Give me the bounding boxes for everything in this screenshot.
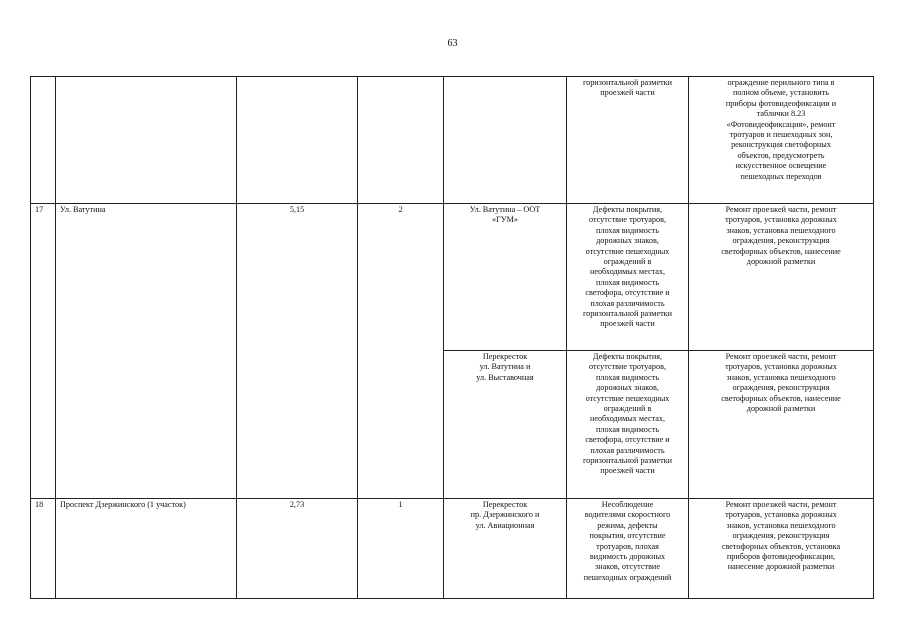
location-cell: Перекресток ул. Ватутина и ул. Выставочная xyxy=(444,351,567,499)
accident-count: 2 xyxy=(358,204,444,499)
length-km: 2,73 xyxy=(237,499,358,599)
measures-cell: Ремонт проезжей части, ремонт тротуаров, установка дорожных знаков, установка пешеходного ограждения, реконструкция светофорных объектов, нанесение дорожной разметки xyxy=(689,204,874,351)
length-km xyxy=(237,77,358,204)
defects-cell: Дефекты покрытия, отсутствие тротуаров, плохая видимость дорожных знаков, отсутствие пешеходных ограждений в необходимых местах, плохая видимость светофора, отсутствие и плохая различимость горизонтальной разметки проезжей части xyxy=(567,351,689,499)
road-safety-table xyxy=(30,76,874,599)
location-cell: Перекресток пр. Дзержинского и ул. Авиационная xyxy=(444,499,567,599)
measures-cell: Ремонт проезжей части, ремонт тротуаров, установка дорожных знаков, установка пешеходного ограждения, реконструкция светофорных объектов, установка приборов фотовидеофиксации, нанесение дорожной разметки xyxy=(689,499,874,599)
street-name xyxy=(56,77,237,204)
table-row xyxy=(31,204,874,351)
length-km: 5,15 xyxy=(237,204,358,499)
row-number: 18 xyxy=(31,499,56,599)
row-number: 17 xyxy=(31,204,56,499)
location-cell xyxy=(444,77,567,204)
measures-cell: Ремонт проезжей части, ремонт тротуаров, установка дорожных знаков, установка пешеходного ограждения, реконструкция светофорных объектов, нанесение дорожной разметки xyxy=(689,351,874,499)
table-row xyxy=(31,77,874,204)
table-row xyxy=(31,499,874,599)
accident-count: 1 xyxy=(358,499,444,599)
accident-count xyxy=(358,77,444,204)
row-number xyxy=(31,77,56,204)
defects-cell: Несоблюдение водителями скоростного режима, дефекты покрытия, отсутствие тротуаров, плохая видимость дорожных знаков, отсутствие пешеходных ограждений xyxy=(567,499,689,599)
street-name: Проспект Дзержинского (1 участок) xyxy=(56,499,237,599)
page-number: 63 xyxy=(447,38,458,49)
measures-cell: ограждение перильного типа в полном объеме, установить приборы фотовидеофиксации и таблички 8.23 «Фотовидеофиксация», ремонт тротуаров и пешеходных зон, реконструкция светофорных объектов, предусмотреть искусственное освещение пешеходных переходов xyxy=(689,77,874,204)
defects-cell: горизонтальной разметки проезжей части xyxy=(567,77,689,204)
defects-cell: Дефекты покрытия, отсутствие тротуаров, плохая видимость дорожных знаков, отсутствие пешеходных ограждений в необходимых местах, плохая видимость светофора, отсутствие и плохая различимость горизонтальной разметки проезжей части xyxy=(567,204,689,351)
location-cell: Ул. Ватутина – ООТ «ГУМ» xyxy=(444,204,567,351)
street-name: Ул. Ватутина xyxy=(56,204,237,499)
